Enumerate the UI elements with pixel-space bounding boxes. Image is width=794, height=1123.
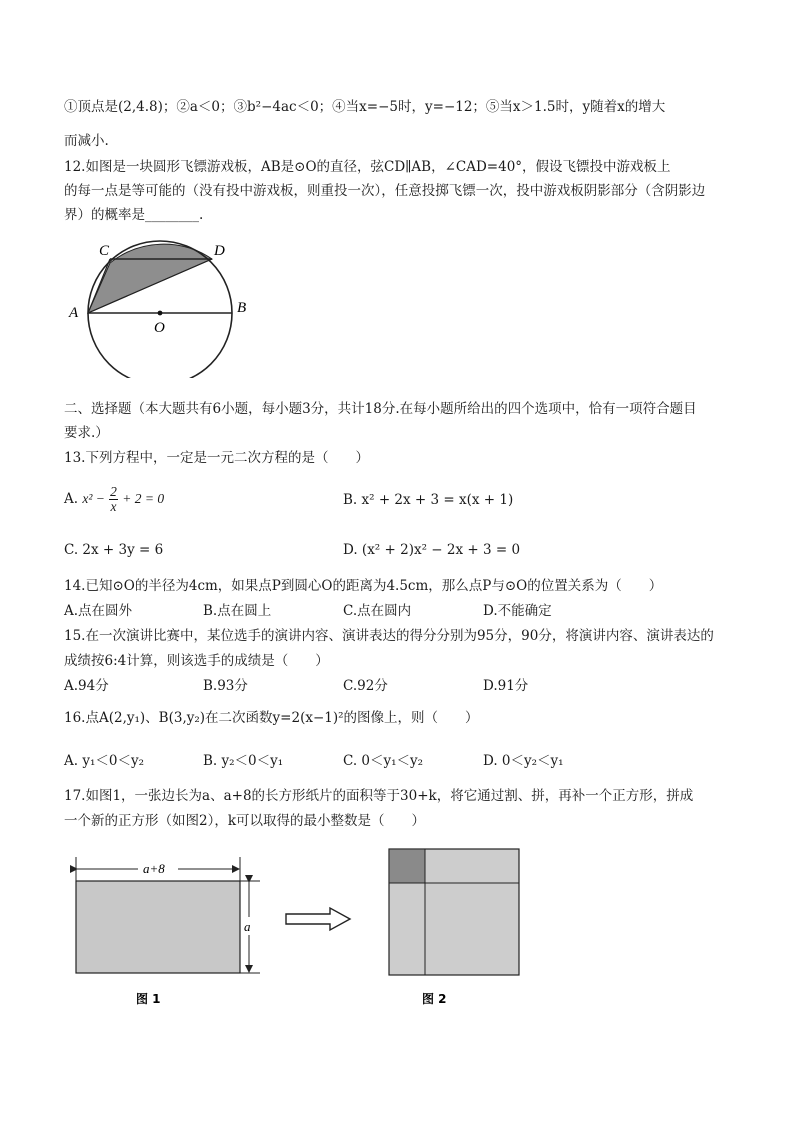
q16-option-a: A. y₁＜0＜y₂ [64, 753, 144, 769]
q17-line1: 17.如图1，一张边长为a、a+8的长方形纸片的面积等于30+k，将它通过割、拼，再补一个正方形，拼成 [64, 788, 694, 804]
q14-option-d: D.不能确定 [483, 603, 552, 619]
q13-option-b: B. x² + 2x + 3 = x(x + 1) [343, 492, 514, 508]
q13-a-expr-pre: x² − [82, 491, 105, 506]
q13-option-d: D. (x² + 2)x² − 2x + 3 = 0 [343, 542, 521, 558]
fig1-rectangle [76, 881, 240, 973]
q16-option-b: B. y₂＜0＜y₁ [203, 753, 284, 769]
transform-arrow-icon [284, 904, 354, 934]
q13-option-c: C. 2x + 3y = 6 [64, 542, 164, 558]
q11-line2: 而减小. [64, 133, 109, 149]
q17-line2: 一个新的正方形（如图2），k可以取得的最小整数是（ ） [64, 813, 426, 829]
q17-figure1 [68, 855, 278, 1015]
q16-stem: 16.点A(2,y₁)、B(3,y₂)在二次函数y=2(x−1)²的图像上，则（ ） [64, 710, 479, 726]
q15-line1: 15.在一次演讲比赛中，某位选手的演讲内容、演讲表达的得分分别为95分，90分，将演讲内容、演讲表达的 [64, 628, 714, 644]
fig1-side-label: a [244, 919, 251, 934]
q15-option-d: D.91分 [483, 678, 529, 694]
q13-a-fraction [109, 485, 118, 514]
center-point [158, 311, 163, 316]
fig1-top-label: a+8 [143, 861, 165, 876]
q13-stem: 13.下列方程中，一定是一元二次方程的是（ ） [64, 450, 369, 466]
q13-a-expr-post: + 2 = 0 [122, 491, 165, 506]
q12-line1: 12.如图是一块圆形飞镖游戏板，AB是⊙O的直径，弦CD∥AB，∠CAD=40°，假设飞镖投中游戏板上 [64, 159, 671, 175]
q13-option-a [64, 484, 164, 514]
q15-line2: 成绩按6:4计算，则该选手的成绩是（ ） [64, 653, 329, 669]
q12-line3: 界）的概率是________. [64, 207, 204, 223]
q16-option-c: C. 0＜y₁＜y₂ [343, 753, 424, 769]
q14-option-c: C.点在圆内 [343, 603, 412, 619]
q15-option-b: B.93分 [203, 678, 248, 694]
q12-circle-figure [64, 236, 274, 378]
q15-option-c: C.92分 [343, 678, 388, 694]
section2-line1: 二、选择题（本大题共有6小题，每小题3分，共计18分.在每小题所给出的四个选项中，恰有一项符合题目 [64, 401, 697, 417]
q14-stem: 14.已知⊙O的半径为4cm，如果点P到圆心O的距离为4.5cm，那么点P与⊙O的位置关系为（ ） [64, 578, 663, 594]
q14-option-b: B.点在圆上 [203, 603, 272, 619]
label-c: C [99, 243, 110, 259]
fig2-added-square [389, 849, 425, 883]
q11-line1: ①顶点是(2,4.8)；②a＜0；③b²−4ac＜0；④当x=−5时，y=−12；⑤当x＞1.5时，y随着x的增大 [64, 99, 666, 115]
label-d: D [214, 243, 225, 259]
q16-option-d: D. 0＜y₂＜y₁ [483, 753, 564, 769]
q14-option-a: A.点在圆外 [64, 603, 133, 619]
q13-a-frac-num: 2 [110, 484, 117, 499]
fig2-caption: 图 2 [422, 992, 447, 1006]
fig1-caption: 图 1 [136, 992, 161, 1006]
q12-line2: 的每一点是等可能的（没有投中游戏板，则重投一次），任意投掷飞镖一次，投中游戏板阴影部分（含阴影边 [64, 183, 706, 199]
q15-option-a: A.94分 [64, 678, 109, 694]
q13-a-frac-den: x [110, 499, 117, 514]
q17-figure2 [385, 845, 525, 1015]
section2-line2: 要求.） [64, 425, 109, 441]
q13-a-label: A. [64, 491, 79, 507]
label-a: A [69, 305, 79, 321]
label-o: O [154, 320, 165, 336]
label-b: B [237, 300, 247, 316]
